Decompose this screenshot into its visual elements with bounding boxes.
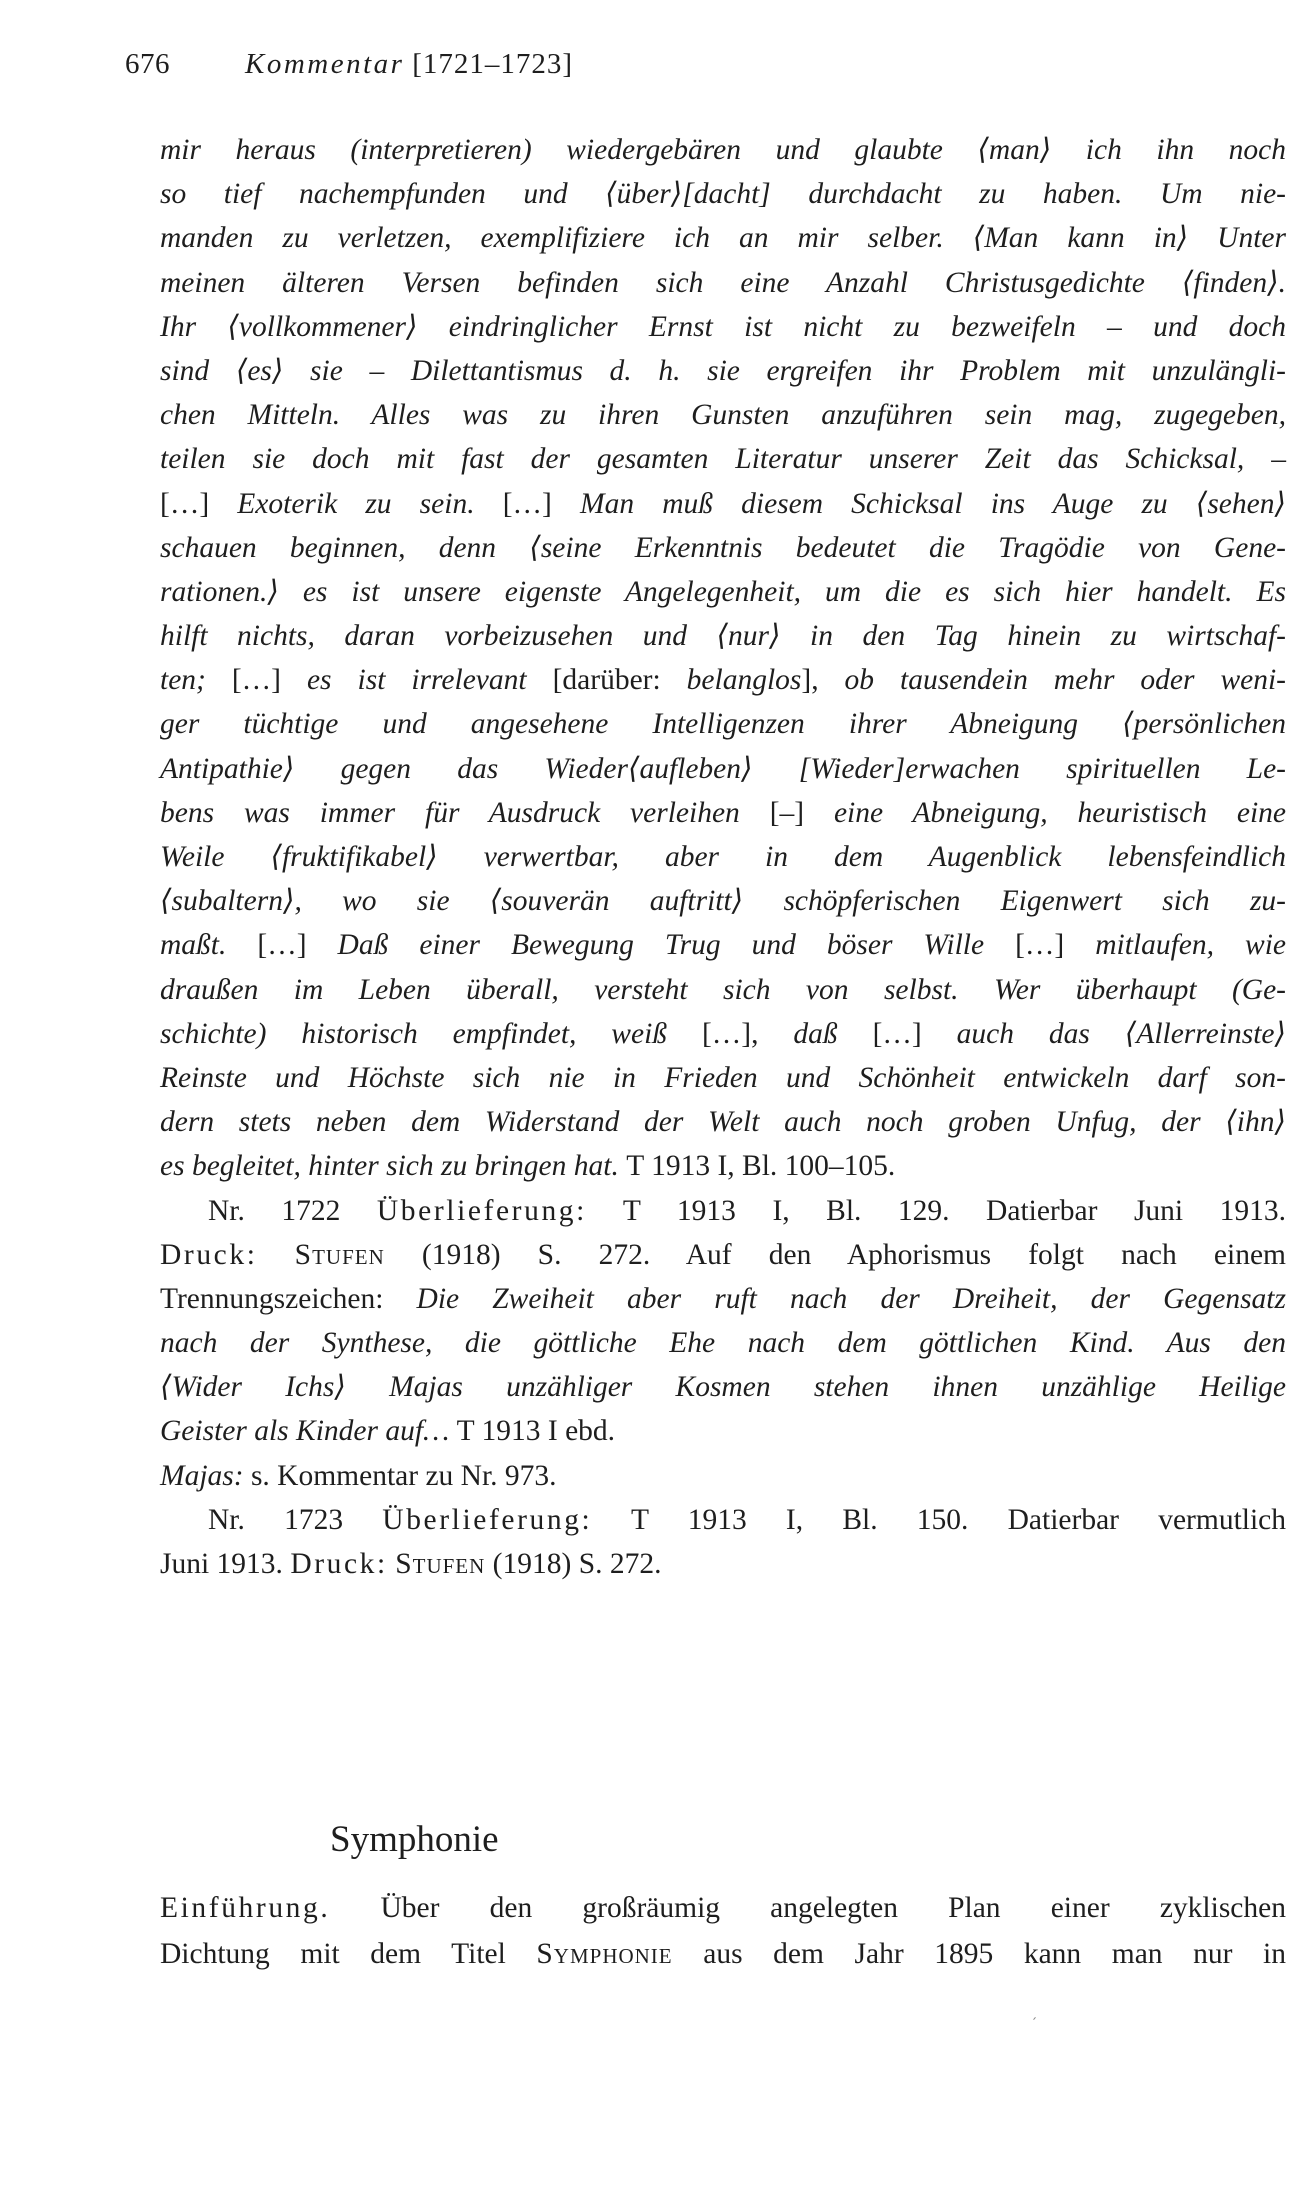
italic-run: chen Mitteln. Alles was zu ihren Gunsten anzuführen sein mag, zugegeben,	[160, 399, 1286, 432]
italic-run: dern stets neben dem Widerstand der Welt auch noch groben Unfug, der ⟨ihn⟩	[160, 1106, 1286, 1139]
italic-run: manden zu verletzen, exemplifiziere ich an mir selber. ⟨Man kann in⟩ Unter	[160, 222, 1286, 255]
intro-line	[160, 1931, 1286, 1977]
text-line	[160, 216, 1286, 260]
italic-run: so tief nachempfunden und ⟨über⟩[dacht] durchdacht zu haben. Um nie-	[160, 178, 1286, 211]
roman-run	[258, 1239, 295, 1271]
italic-run: belanglos	[686, 664, 802, 697]
text-line	[160, 393, 1286, 437]
roman-run: T 1913 I, Bl. 150. Datierbar vermutlich	[592, 1503, 1286, 1536]
roman-run: [–]	[769, 796, 834, 829]
quotation-paragraph	[160, 128, 1284, 1189]
roman-run: aus dem Jahr 1895 kann man nur in	[672, 1938, 1286, 1970]
italic-run: sind ⟨es⟩ sie – Dilettantismus d. h. sie ergreifen ihr Problem mit unzulängli-	[160, 354, 1286, 387]
roman-run: T 1913 I, Bl. 100–105.	[626, 1150, 896, 1183]
italic-run: rationen.⟩ es ist unsere eigenste Angelegenheit, um die es sich hier handelt. Es	[160, 575, 1286, 608]
italic-run: eine Abneigung, heuristisch eine	[833, 796, 1286, 829]
roman-run: […]	[231, 664, 307, 697]
text-line	[160, 968, 1286, 1012]
text-line	[160, 305, 1286, 349]
text-line	[160, 658, 1286, 702]
text-line	[160, 349, 1286, 393]
text-line	[160, 747, 1286, 791]
italic-run: hilft nichts, daran vorbeizusehen und ⟨nur⟩ in den Tag hinein zu wirtschaf-	[160, 620, 1286, 653]
italic-run: Majas:	[160, 1459, 244, 1492]
italic-run: ten;	[160, 664, 232, 697]
small-caps-title: Symphonie	[536, 1938, 673, 1970]
italic-run: Die Zweiheit aber ruft nach der Dreiheit, der Gegensatz	[416, 1282, 1286, 1315]
roman-run: […]	[502, 487, 580, 520]
roman-run: ],	[801, 664, 845, 697]
roman-run: [darüber:	[552, 664, 687, 697]
note-line	[160, 1454, 1286, 1498]
text-line	[160, 1012, 1286, 1056]
text-line	[160, 791, 1286, 835]
text-line	[160, 570, 1286, 614]
italic-run: es begleitet, hinter sich zu bringen hat.	[160, 1150, 627, 1183]
roman-run: […]	[160, 487, 238, 520]
section-introduction	[160, 1885, 1284, 1977]
note-line	[160, 1233, 1286, 1277]
intro-line	[160, 1885, 1286, 1931]
roman-run: Nr. 1722	[208, 1194, 377, 1227]
commentary-text	[160, 128, 1287, 1586]
text-line	[160, 614, 1286, 658]
page-number: 676	[125, 48, 170, 80]
roman-run: […]	[257, 929, 338, 962]
italic-run: daß	[793, 1017, 873, 1050]
italic-run: Antipathie⟩ gegen das Wieder⟨aufleben⟩ [Wieder]erwachen spirituellen Le-	[160, 752, 1286, 785]
roman-run: T 1913 I, Bl. 129. Datierbar Juni 1913.	[586, 1194, 1287, 1227]
note-line	[160, 1498, 1286, 1542]
note-line	[160, 1277, 1286, 1321]
italic-run: Man muß diesem Schicksal ins Auge zu ⟨sehen⟩	[580, 487, 1286, 520]
roman-run: Trennungszeichen:	[160, 1282, 417, 1315]
small-caps-title: Stufen	[395, 1548, 486, 1580]
italic-run: Weile ⟨fruktifikabel⟩ verwertbar, aber in dem Augenblick lebensfeindlich	[160, 841, 1286, 873]
text-line	[160, 835, 1286, 879]
running-head-range: [1721–1723]	[412, 48, 574, 80]
text-line	[160, 482, 1286, 526]
italic-run: teilen sie doch mit fast der gesamten Literatur unserer Zeit das Schicksal, –	[160, 443, 1286, 476]
note-line	[160, 1542, 1286, 1586]
small-caps-title: Stufen	[294, 1238, 385, 1271]
note-line	[160, 1365, 1286, 1409]
italic-run: ⟨Wider Ichs⟩ Majas unzähliger Kosmen stehen ihnen unzählige Heilige	[160, 1371, 1286, 1404]
text-line	[160, 437, 1286, 481]
note-1722	[160, 1189, 1287, 1498]
note-line	[160, 1409, 1286, 1453]
italic-run: schauen beginnen, denn ⟨seine Erkenntnis bedeutet die Tragödie von Gene-	[160, 531, 1286, 564]
italic-run: meinen älteren Versen befinden sich eine Anzahl Christusgedichte ⟨finden⟩.	[160, 266, 1286, 299]
italic-run: ob tausendein mehr oder weni-	[844, 664, 1286, 697]
italic-run: Geister als Kinder auf…	[160, 1415, 457, 1448]
scan-speck	[1033, 2017, 1036, 2020]
italic-run: Ihr ⟨vollkommener⟩ eindringlicher Ernst ist nicht zu bezweifeln – und doch	[160, 310, 1286, 343]
italic-run: nach der Synthese, die göttliche Ehe nach dem göttlichen Kind. Aus den	[160, 1327, 1286, 1360]
spaced-label: Druck:	[290, 1548, 388, 1580]
text-line	[160, 1144, 1286, 1188]
roman-run: […]	[872, 1017, 957, 1050]
italic-run: schichte) historisch empfindet, weiß	[160, 1017, 702, 1050]
roman-run: Juni 1913.	[160, 1548, 291, 1580]
italic-run: Exoterik zu sein.	[237, 487, 503, 520]
spaced-label: Überlieferung:	[376, 1194, 587, 1227]
running-head	[125, 48, 573, 81]
roman-run: […],	[701, 1017, 794, 1050]
italic-run: mitlaufen, wie	[1095, 929, 1286, 962]
italic-run: es ist irrelevant	[306, 664, 553, 697]
spaced-label: Einführung.	[160, 1892, 331, 1924]
italic-run: mir heraus (interpretieren) wiedergebären und glaubte ⟨man⟩ ich ihn noch	[160, 134, 1286, 166]
roman-run: s. Kommentar zu Nr. 973.	[243, 1459, 557, 1492]
italic-run: draußen im Leben überall, versteht sich von selbst. Wer überhaupt (Ge-	[160, 973, 1286, 1006]
roman-run: T 1913 I ebd.	[456, 1415, 616, 1448]
section-heading: Symphonie	[330, 1819, 499, 1860]
text-line	[160, 702, 1286, 746]
italic-run: ger tüchtige und angesehene Intelligenzen ihrer Abneigung ⟨persönlichen	[160, 708, 1286, 741]
text-line	[160, 526, 1286, 570]
note-line	[160, 1189, 1286, 1233]
note-1723	[160, 1498, 1284, 1586]
roman-run: Dichtung mit dem Titel	[160, 1938, 537, 1970]
text-line	[160, 879, 1286, 923]
note-line	[160, 1321, 1286, 1365]
roman-run: Nr. 1723	[208, 1503, 383, 1536]
text-line	[160, 128, 1286, 172]
italic-run: auch das ⟨Allerreinste⟩	[956, 1017, 1286, 1050]
text-line	[160, 172, 1286, 216]
text-line	[160, 1100, 1286, 1144]
roman-run: (1918) S. 272. Auf den Aphorismus folgt nach einem	[384, 1238, 1286, 1271]
italic-run: Daß einer Bewegung Trug und böser Wille	[337, 929, 1016, 962]
spaced-label: Überlieferung:	[382, 1503, 593, 1536]
text-line	[160, 1056, 1286, 1100]
text-line	[160, 923, 1286, 967]
text-line	[160, 261, 1286, 305]
spaced-label: Druck:	[160, 1238, 258, 1271]
italic-run: Reinste und Höchste sich nie in Frieden und Schönheit entwickeln darf son-	[160, 1061, 1286, 1094]
italic-run: bens was immer für Ausdruck verleihen	[160, 796, 770, 829]
italic-run: maßt.	[160, 929, 258, 962]
roman-run: […]	[1015, 929, 1096, 962]
roman-run: (1918) S. 272.	[485, 1548, 662, 1580]
italic-run: ⟨subaltern⟩, wo sie ⟨souverän auftritt⟩ schöpferischen Eigenwert sich zu-	[160, 885, 1286, 918]
running-head-title: Kommentar	[245, 48, 405, 80]
roman-run: Über den großräumig angelegten Plan einer zyklischen	[330, 1892, 1286, 1924]
